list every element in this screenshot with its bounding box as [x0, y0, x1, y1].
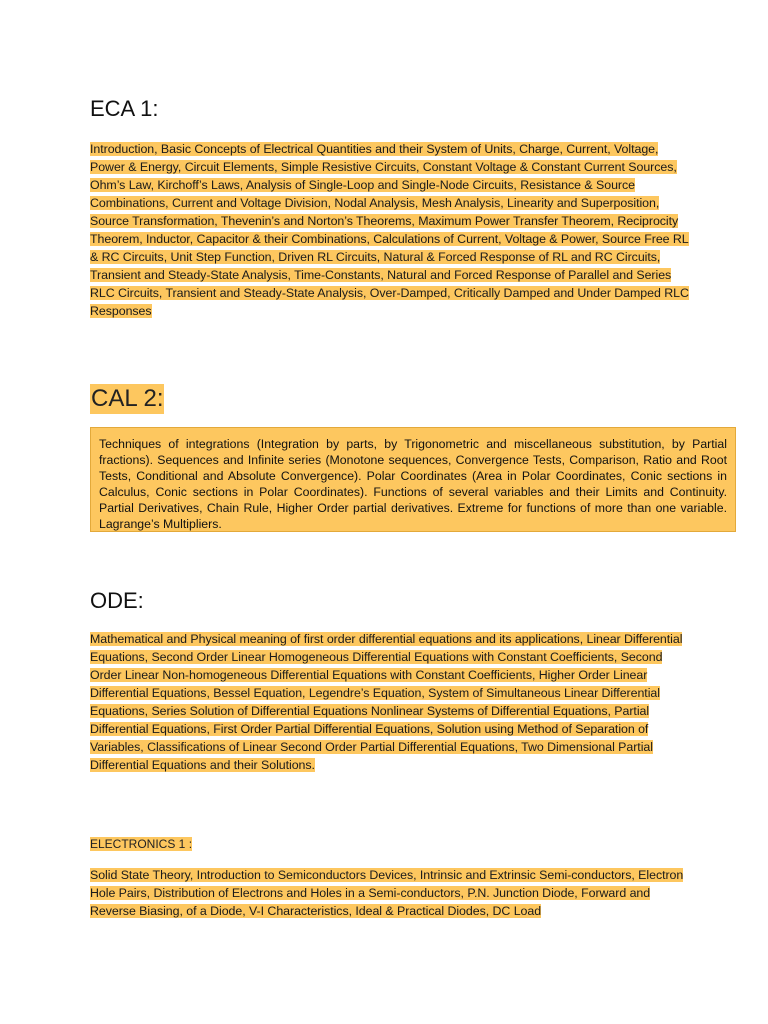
eca1-body-text: Introduction, Basic Concepts of Electrical Quantities and their System of Units, Charge, Current, Voltage, Power & Energy, Circuit Elements, Simple Resistive Circuits, Constant Voltage & Constant Current Sources, Ohm’s Law, Kirchoff’s Laws, Analysis of Single-Loop and Single-Node Circuits, Resistance & Source Combinations, Current and Voltage Division, Nodal Analysis, Mesh Analysis, Linearity and Superposition, Source Transformation, Thevenin’s and Norton’s Theorems, Maximum Power Transfer Theorem, Reciprocity Theorem, Inductor, Capacitor & their Combinations, Calculations of Current, Voltage & Power, Source Free RL & RC Circuits, Unit Step Function, Driven RL Circuits, Natural & Forced Response of RL and RC Circuits, Transient and Steady-State Analysis, Time-Constants, Natural and Forced Response of Parallel and Series RLC Circuits, Transient and Steady-State Analysis, Over-Damped, Critically Damped and Under Damped RLC Responses	[90, 142, 689, 318]
cal2-body: Techniques of integrations (Integration by parts, by Trigonometric and miscellaneous substitution, by Partial fractions). Sequences and Infinite series (Monotone sequences, Convergence Tests, Comparison, Ratio and Root Tests, Conditional and Absolute Convergence). Polar Coordinates (Area in Polar Coordinates, Conic sections in Calculus, Conic sections in Polar Coordinates). Functions of several variables and their Limits and Continuity. Partial Derivatives, Chain Rule, Higher Order partial derivatives. Extreme for functions of more than one variable. Lagrange’s Multipliers.	[90, 427, 736, 532]
electronics1-heading-text: ELECTRONICS 1 :	[90, 837, 193, 851]
ode-body	[90, 630, 690, 774]
ode-body-text: Mathematical and Physical meaning of first order differential equations and its applications, Linear Differential Equations, Second Order Linear Homogeneous Differential Equations with Constant Coefficients, Second Order Linear Non-homogeneous Differential Equations with Constant Coefficients, Higher Order Linear Differential Equations, Bessel Equation, Legendre’s Equation, System of Simultaneous Linear Differential Equations, Series Solution of Differential Equations Nonlinear Systems of Differential Equations, Partial Differential Equations, First Order Partial Differential Equations, Solution using Method of Separation of Variables, Classifications of Linear Second Order Partial Differential Equations, Two Dimensional Partial Differential Equations and their Solutions.	[90, 632, 683, 772]
eca1-body	[90, 140, 690, 320]
electronics1-body-text: Solid State Theory, Introduction to Semiconductors Devices, Intrinsic and Extrinsic Semi-conductors, Electron Hole Pairs, Distribution of Electrons and Holes in a Semi-conductors, P.N. Junction Diode, Forward and Reverse Biasing, of a Diode, V-I Characteristics, Ideal & Practical Diodes, DC Load	[90, 868, 684, 918]
electronics1-body	[90, 866, 690, 920]
electronics1-heading	[90, 836, 192, 852]
eca1-heading: ECA 1:	[90, 96, 159, 121]
cal2-heading: CAL 2:	[91, 385, 164, 412]
ode-heading: ODE:	[90, 588, 144, 613]
